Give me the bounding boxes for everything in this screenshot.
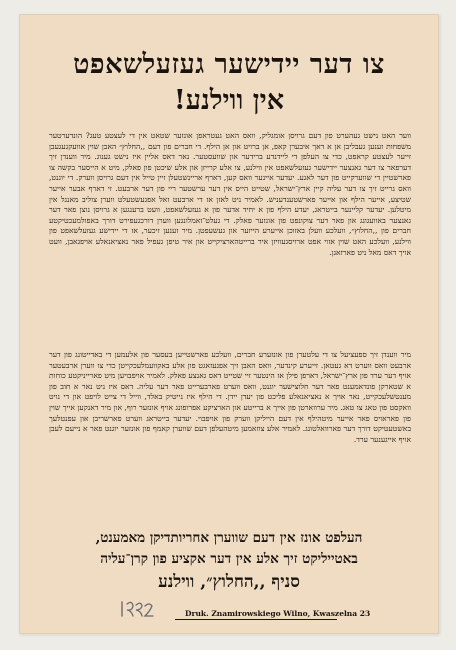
- closing-appeal-line-2: באטייליקט זיך אלע אין דער אקציע פון קרן־עליה: [100, 551, 358, 567]
- handwritten-year-note: [119, 598, 155, 620]
- poster-title-line-2: אין ווילנע!: [173, 85, 285, 116]
- closing-appeal-line-1: העלפט אונז אין דעם שווערן אחריותדיקן מאמענט,: [95, 530, 363, 546]
- printer-imprint: Druk. Znamirowskiego Wilno, Kwaszelna 23: [185, 609, 371, 618]
- poster-title-line-1: צו דער יידישער געזעלשאפט: [73, 49, 385, 80]
- body-paragraph-1: ווער האט נישט געהערט פון דעם גרויסן אומגליק, וואס האט געטראפן אונזער שטאט אין די לעצטע טעג? הונדערטער משפחות זענען געבליבן אן א דאך איבערן קאפ, אן ברויט און אן הילף. די חברים פון דעם ,,החלוץ״ האבן שוין אוועקגעגעבן זייער לעצטע קראפט, כדי צו העלפן די ליידנדע ברידער און שוועסטער. נאר דאס אליין איז נישט גענוג. מיר ווענדן זיך דערפאר צו דער גאנצער יידישער געזעלשאפט אין ווילנע, צו אלע קרייזן און אלע שיכטן פון פאלק, מיט א הייסער בקשה צו פארשטיין די שווערקייט פון דער לאגע. יעדער איינער וואס קען, דארף אריינשטעלן זיין טייל אין דעם גרויסן ווערק. די יוגנט, וואס גרייט זיך צו דער עליה קיין ארץ־ישראל, שטייט הייס אין דער ערשטער ריי פון דער ארבעט. זי דארף אבער אייער שטיצע, אייער הילף און אייער פארשטענדעניש. לאמיר ניט לאזן אז די ארבעט זאל אפגעשטעלט ווערן צוליב מאנגל אין מיטלען. יעדער קליינער בייטראג, יעדע הילף פון א יחיד אדער פון א געזעלשאפט, וועט ברענגען א גרויסן נוצן פאר דער גאנצער באוועגונג און פאר דער צוקונפט פון אונזער פאלק. די געלט־זאמלונגען ווערן דורכגעפירט דורך באפולמעכטיקטע חברים פון ,,החלוץ״, וועלכע וועלן באזוכן אייערע הייזער און געשעפטן. מיר זענען זיכער, אז די יידישע געזעלשאפט פון ווילנע, וועלכע האט שוין אזוי אפט ארויסגעוויזן איר ברייטהארציקייט און איר טיפן געפיל פאר נאציאנאלע אויפגאבן, וועט אויך דאס מאל ניט פארזאגן.: [49, 131, 411, 257]
- body-paragraph-2: מיר ווענדן זיך ספעציעל צו די עלטערן פון אונזערע חברים, וועלכע פארשטייען בעסער פון אלעמען די באדייטונג פון דער ארבעט וואס ווערט דא געטאן. זייערע קינדער, וואס האבן זיך אפגעזאגט פון אלע באקוועמלעכקייטן כדי צו ווערן ארבעטער אויף דער ערד פון ארץ־ישראל, דארפן פילן אז הינטער זיי שטייט דאס גאנצע פאלק. לאמיר אויפבויען מיט פארייניקטע כוחות א שטארקן פונדאמענט פאר דער חלוצישער יוגנט, וואס ווערט פארבערייט פאר דער עליה. דאס איז ניט נאר א חוב פון מענטשלעכקייט, נאר אויך א נאציאנאלע פליכט פון יעדן יידן. די הילף איז נייטיק באלד, ווייל די צייט לויפט און די נויט וואקסט פון טאג צו טאג. מיר ערווארטן פון אייך א ברייטע און הארציקע אפרופונג אויף אונזער רוף, און מיר דאנקען אייך שוין פון פאראויס פאר אייער מיטהילף אין דעם הייליקן ווערק פון אויפבוי. יעדער בייטראג ווערט פארשריבן און עפנטלעך באשטעטיקט דורך דער פארוואלטונג. לאמיר אלע צוזאמען מיטהעלפן דעם שווערן קאמף פון אונזער יוגנט פאר א נייעם לעבן אויף אייגענער ערד.: [49, 350, 411, 444]
- printer-underline: [175, 619, 337, 620]
- poster-sheet: [19, 14, 439, 634]
- signature-line: סניף ,,החלוץ״, ווילנע: [158, 572, 300, 592]
